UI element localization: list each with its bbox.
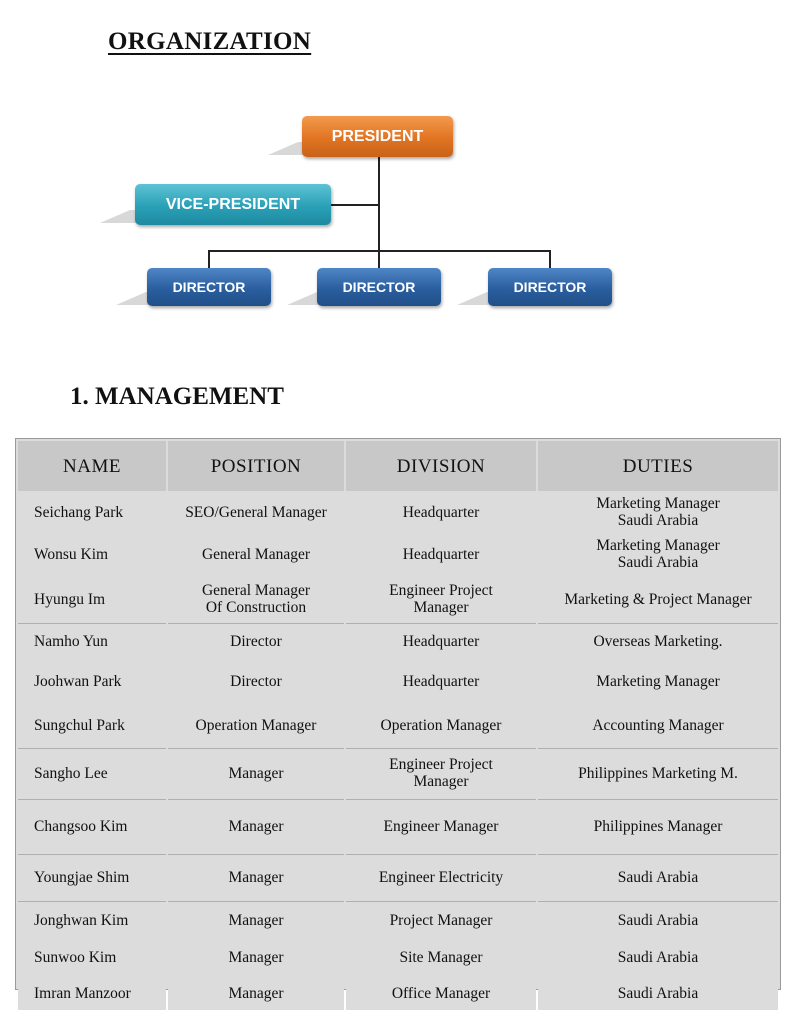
cell-division: Headquarter bbox=[346, 533, 536, 575]
cell-position: Manager bbox=[168, 901, 344, 938]
cell-division: Engineer Project Manager bbox=[346, 577, 536, 621]
cell-name: Sangho Lee bbox=[18, 748, 166, 797]
cell-duties: Saudi Arabia bbox=[538, 976, 778, 1010]
cell-name: Youngjae Shim bbox=[18, 854, 166, 899]
table-body bbox=[18, 493, 778, 1010]
cell-division: Headquarter bbox=[346, 623, 536, 658]
table-row bbox=[18, 577, 778, 621]
cell-position: General Manager Of Construction bbox=[168, 577, 344, 621]
cell-position: Manager bbox=[168, 748, 344, 797]
cell-position: Manager bbox=[168, 799, 344, 852]
cell-position: Director bbox=[168, 660, 344, 702]
table-row bbox=[18, 748, 778, 797]
connector-director-3 bbox=[549, 250, 551, 268]
cell-division: Headquarter bbox=[346, 660, 536, 702]
cell-name: Seichang Park bbox=[18, 493, 166, 531]
table-row bbox=[18, 660, 778, 702]
cell-name: Sungchul Park bbox=[18, 704, 166, 746]
table-row bbox=[18, 533, 778, 575]
table-row bbox=[18, 493, 778, 531]
connector-director-2 bbox=[378, 250, 380, 268]
cell-duties: Saudi Arabia bbox=[538, 901, 778, 938]
cell-division: Office Manager bbox=[346, 976, 536, 1010]
cell-position: SEO/General Manager bbox=[168, 493, 344, 531]
cell-position: Manager bbox=[168, 940, 344, 974]
director-node-1: DIRECTOR bbox=[147, 268, 271, 306]
header-duties: DUTIES bbox=[538, 441, 778, 491]
table-row bbox=[18, 940, 778, 974]
header-name: NAME bbox=[18, 441, 166, 491]
cell-duties: Philippines Manager bbox=[538, 799, 778, 852]
cell-name: Changsoo Kim bbox=[18, 799, 166, 852]
cell-name: Sunwoo Kim bbox=[18, 940, 166, 974]
vice-president-node: VICE-PRESIDENT bbox=[135, 184, 331, 225]
cell-division: Engineer Electricity bbox=[346, 854, 536, 899]
cell-name: Imran Manzoor bbox=[18, 976, 166, 1010]
cell-division: Operation Manager bbox=[346, 704, 536, 746]
cell-duties: Marketing & Project Manager bbox=[538, 577, 778, 621]
cell-position: Operation Manager bbox=[168, 704, 344, 746]
director-node-3: DIRECTOR bbox=[488, 268, 612, 306]
cell-duties: Saudi Arabia bbox=[538, 940, 778, 974]
cell-duties: Philippines Marketing M. bbox=[538, 748, 778, 797]
header-division: DIVISION bbox=[346, 441, 536, 491]
connector-vice-president bbox=[331, 204, 379, 206]
director-node-2: DIRECTOR bbox=[317, 268, 441, 306]
cell-name: Jonghwan Kim bbox=[18, 901, 166, 938]
table-row bbox=[18, 623, 778, 658]
table-row bbox=[18, 799, 778, 852]
cell-duties: Accounting Manager bbox=[538, 704, 778, 746]
cell-name: Hyungu Im bbox=[18, 577, 166, 621]
cell-division: Site Manager bbox=[346, 940, 536, 974]
table-row bbox=[18, 704, 778, 746]
cell-position: Manager bbox=[168, 976, 344, 1010]
table-row bbox=[18, 901, 778, 938]
cell-name: Wonsu Kim bbox=[18, 533, 166, 575]
org-chart bbox=[0, 0, 794, 340]
table-row bbox=[18, 976, 778, 1010]
president-node: PRESIDENT bbox=[302, 116, 453, 157]
cell-name: Namho Yun bbox=[18, 623, 166, 658]
cell-division: Engineer Manager bbox=[346, 799, 536, 852]
cell-duties: Marketing Manager Saudi Arabia bbox=[538, 533, 778, 575]
table-row bbox=[18, 854, 778, 899]
cell-division: Project Manager bbox=[346, 901, 536, 938]
management-table bbox=[15, 438, 781, 1002]
cell-position: Manager bbox=[168, 854, 344, 899]
cell-division: Engineer Project Manager bbox=[346, 748, 536, 797]
cell-division: Headquarter bbox=[346, 493, 536, 531]
header-position: POSITION bbox=[168, 441, 344, 491]
cell-duties: Overseas Marketing. bbox=[538, 623, 778, 658]
cell-position: Director bbox=[168, 623, 344, 658]
page-title: ORGANIZATION bbox=[108, 28, 312, 55]
connector-director-1 bbox=[208, 250, 210, 268]
section-title: 1. MANAGEMENT bbox=[70, 383, 284, 410]
cell-duties: Saudi Arabia bbox=[538, 854, 778, 899]
cell-name: Joohwan Park bbox=[18, 660, 166, 702]
cell-position: General Manager bbox=[168, 533, 344, 575]
cell-duties: Marketing Manager Saudi Arabia bbox=[538, 493, 778, 531]
cell-duties: Marketing Manager bbox=[538, 660, 778, 702]
